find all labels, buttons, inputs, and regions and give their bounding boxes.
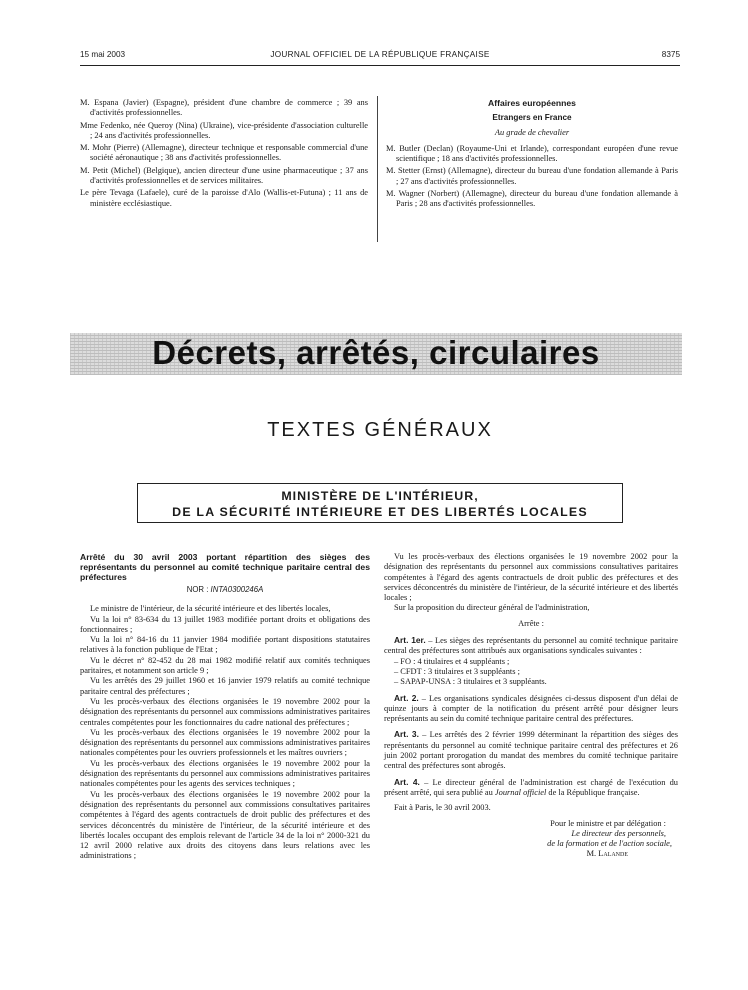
top-left-column [80, 98, 368, 211]
arrete-left-column [80, 552, 370, 862]
article-2-text: – Les organisations syndicales désignées ci-dessus disposent d'un délai de quinze jours à compter de la notification du présent arrêté pour désigner leurs représentants au sein du comité technique paritaire central des préfectures. [384, 693, 678, 724]
paragraph: Le ministre de l'intérieur, de la sécurité intérieure et des libertés locales, [90, 604, 331, 614]
nor-label: NOR : [186, 585, 209, 594]
paragraph: Vu les procès-verbaux des élections organisées le 19 novembre 2002 pour la désignation des représentants du personnel aux commissions administratives paritaires nationales compétentes pour les ouvriers professionnels et les maîtres ouvriers ; [80, 727, 370, 758]
column-divider [377, 96, 378, 242]
header-rule [80, 65, 680, 66]
article-4-journal-officiel: Journal officiel [494, 787, 547, 797]
article-3-label: Art. 3. [394, 729, 419, 740]
list-item: M. Mohr (Pierre) (Allemagne), directeur technique et responsable commercial d'une société aéronautique ; 38 ans d'activités professionnelles. [80, 143, 368, 163]
header-journal-title: JOURNAL OFFICIEL DE LA RÉPUBLIQUE FRANÇAISE [270, 50, 490, 59]
ministry-box [137, 483, 623, 523]
article-1 [384, 635, 678, 657]
paragraph: Vu les procès-verbaux des élections organisées le 19 novembre 2002 pour la désignation des représentants du personnel aux commissions administratives paritaires centrales compétentes pour les fonctionnaires du cadre national des préfectures ; [80, 696, 370, 727]
article-2-label: Art. 2. [394, 692, 419, 703]
list-item: M. Petit (Michel) (Belgique), ancien directeur d'une usine pharmaceutique ; 37 ans d'activités professionnelles et de services militaires. [80, 165, 368, 186]
section-banner [70, 333, 682, 375]
ministry-line-1: MINISTÈRE DE L'INTÉRIEUR, [281, 489, 479, 503]
ministry-line-2: DE LA SÉCURITÉ INTÉRIEURE ET DES LIBERTÉS LOCALES [172, 505, 588, 519]
signature-line-1: Pour le ministre et par délégation : [550, 818, 666, 828]
paragraph: Vu la loi n° 84-16 du 11 janvier 1984 modifiée portant dispositions statutaires relatives à la fonction publique de l'Etat ; [80, 635, 370, 655]
paragraph: Vu les procès-verbaux des élections organisées le 19 novembre 2002 pour la désignation des représentants du personnel aux commissions consultatives paritaires compétentes à l'égard des agents contractuels de droit public des préfectures et des services déconcentrés du ministère de l'intérieur, de la sécurité intérieure et des libertés locales ; [384, 552, 678, 603]
banner-title: Décrets, arrêtés, circulaires [152, 334, 600, 371]
arrete-title: Arrêté du 30 avril 2003 portant répartition des sièges des représentants du personnel au comité technique paritaire central des préfectures [80, 552, 370, 582]
arrete-right-column [384, 552, 678, 860]
article-1-text: – Les sièges des représentants du personnel au comité technique paritaire central des préfectures sont attribués aux organisations syndicales suivantes : [384, 636, 678, 656]
signature-line-2: Le directeur des personnels, [571, 828, 666, 838]
nor-value: INTA0300246A [210, 585, 264, 594]
article-3-text: – Les arrêtés des 2 février 1999 déterminant la répartition des sièges des représentants du personnel au comité technique paritaire central des préfectures et 26 juin 2002 portant prorogation du mandat des membres du comité technique paritaire central des préfectures sont abrogés. [384, 730, 678, 771]
paragraph: Sur la proposition du directeur général de l'administration, [394, 603, 590, 613]
article-1-label: Art. 1er. [394, 635, 426, 646]
article-2 [384, 693, 678, 725]
textes-generaux-heading: TEXTES GÉNÉRAUX [267, 419, 493, 441]
arrete-word: Arrête : [518, 618, 544, 628]
article-4-text-a: – Le directeur général de l'administration est chargé de l'exécution du présent arrêté, qui sera publié au [384, 777, 678, 797]
list-item: M. Espana (Javier) (Espagne), président d'une chambre de commerce ; 39 ans d'activités professionnelles. [80, 98, 368, 118]
article-4-text-b: de la République française. [546, 787, 640, 797]
list-item: M. Wagner (Norbert) (Allemagne), directeur du bureau d'une fondation allemande à Paris ; 28 ans d'activités professionnelles. [386, 189, 678, 209]
header-date: 15 mai 2003 [80, 50, 126, 59]
signature-name: M. Lalande [586, 849, 628, 859]
list-item: – FO : 4 titulaires et 4 suppléants ; [394, 656, 510, 666]
section-title: Affaires européennes [488, 98, 576, 108]
list-item: M. Stetter (Ernst) (Allemagne), directeur du bureau d'une fondation allemande à Paris ; 27 ans d'activités professionnelles. [386, 166, 678, 186]
signature-line-3: de la formation et de l'action sociale, [547, 839, 672, 849]
paragraph: Vu les arrêtés des 29 juillet 1960 et 16 janvier 1979 relatifs au comité technique paritaire central des préfectures ; [80, 676, 370, 696]
paragraph: Vu les procès-verbaux des élections organisées le 19 novembre 2002 pour la désignation des représentants du personnel aux commissions consultatives paritaires compétentes à l'égard des agents contractuels de droit public des préfectures et des services déconcentrés du ministère de l'intérieur, de la sécurité intérieure et des libertés locales occupant des emplois relevant de l'article 34 de la loi n° 2000-321 du 12 avril 2000 relative aux droits des citoyens dans leurs relations avec les administrations ; [80, 789, 370, 861]
list-item: – CFDT : 3 titulaires et 3 suppléants ; [394, 666, 520, 676]
list-item: Le père Tevaga (Lafaele), curé de la paroisse d'Alo (Wallis-et-Futuna) ; 11 ans de ministère ecclésiastique. [80, 188, 368, 208]
page-header [80, 50, 680, 62]
list-item: M. Butler (Declan) (Royaume-Uni et Irlande), correspondant européen d'une revue scientifique ; 18 ans d'activités professionnelles. [386, 143, 678, 164]
paragraph: Vu le décret n° 82-452 du 28 mai 1982 modifié relatif aux comités techniques paritaires, et notamment son article 9 ; [80, 655, 370, 676]
nor-reference [80, 585, 370, 595]
paragraph: Vu la loi n° 83-634 du 13 juillet 1983 modifiée portant droits et obligations des fonctionnaires ; [80, 614, 370, 634]
paragraph: Vu les procès-verbaux des élections organisées le 19 novembre 2002 pour la désignation des représentants du personnel aux commissions administratives paritaires nationales compétentes pour les agents des services techniques ; [80, 758, 370, 789]
article-4-label: Art. 4. [394, 776, 420, 787]
article-4 [384, 777, 678, 799]
article-3 [384, 729, 678, 771]
list-item: Mme Fedenko, née Queroy (Nina) (Ukraine), vice-présidente d'association culturelle ; 24 ans d'activités professionnelles. [80, 120, 368, 140]
grade-label: Au grade de chevalier [494, 127, 570, 137]
top-right-column [386, 98, 678, 212]
header-page-number: 8375 [661, 50, 680, 59]
list-item: – SAPAP-UNSA : 3 titulaires et 3 suppléants. [394, 677, 547, 687]
subsection-title: Etrangers en France [492, 113, 572, 123]
done-at-paris: Fait à Paris, le 30 avril 2003. [394, 803, 491, 813]
